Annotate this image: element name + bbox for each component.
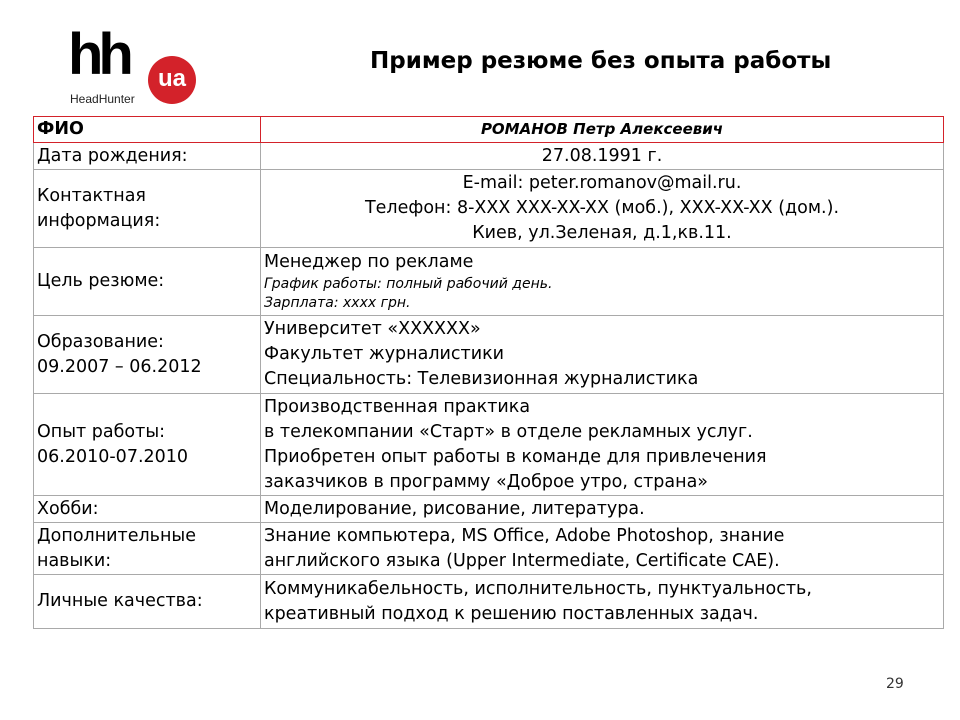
page-number: 29 bbox=[886, 676, 904, 692]
goal-value bbox=[261, 248, 944, 316]
contact-email: E-mail: peter.romanov@mail.ru. bbox=[462, 173, 742, 193]
row-education bbox=[34, 316, 944, 394]
headhunter-logo bbox=[68, 22, 198, 110]
experience-line: Производственная практика bbox=[264, 396, 531, 417]
experience-line: заказчиков в программу «Доброе утро, страна» bbox=[264, 471, 709, 492]
hobby-label: Хобби: bbox=[34, 496, 261, 523]
skills-line: английского языка (Upper Intermediate, Certificate CAE). bbox=[264, 550, 780, 571]
skills-label bbox=[34, 523, 261, 575]
goal-salary: Зарплата: хххх грн. bbox=[264, 295, 411, 311]
experience-line: Приобретен опыт работы в команде для привлечения bbox=[264, 446, 767, 467]
education-label bbox=[34, 316, 261, 394]
contact-label-line: Контактная bbox=[37, 185, 146, 206]
experience-line: в телекомпании «Старт» в отделе рекламных услуг. bbox=[264, 421, 753, 442]
row-goal bbox=[34, 248, 944, 316]
row-skills bbox=[34, 523, 944, 575]
education-value bbox=[261, 316, 944, 394]
qualities-line: Коммуникабельность, исполнительность, пунктуальность, bbox=[264, 578, 812, 599]
experience-label-line: Опыт работы: bbox=[37, 421, 166, 442]
qualities-label: Личные качества: bbox=[34, 575, 261, 629]
logo-ua-badge: ua bbox=[148, 56, 196, 104]
goal-label: Цель резюме: bbox=[34, 248, 261, 316]
fio-value: РОМАНОВ Петр Алексеевич bbox=[480, 120, 724, 138]
logo-hh-text: hh bbox=[68, 22, 129, 87]
goal-position: Менеджер по рекламе bbox=[264, 252, 474, 272]
education-faculty: Факультет журналистики bbox=[264, 344, 505, 364]
row-experience bbox=[34, 394, 944, 496]
contact-label-line: информация: bbox=[37, 210, 161, 231]
row-personal-qualities bbox=[34, 575, 944, 629]
skills-label-line: навыки: bbox=[37, 550, 112, 571]
experience-value bbox=[261, 394, 944, 496]
birth-date-value: 27.08.1991 г. bbox=[261, 143, 944, 170]
row-fio bbox=[34, 117, 944, 143]
row-birth-date bbox=[34, 143, 944, 170]
education-period: 09.2007 – 06.2012 bbox=[37, 356, 202, 377]
logo-caption: HeadHunter bbox=[70, 92, 135, 106]
experience-label bbox=[34, 394, 261, 496]
contact-address: Киев, ул.Зеленая, д.1,кв.11. bbox=[472, 223, 732, 243]
skills-label-line: Дополнительные bbox=[37, 525, 197, 546]
slide-title: Пример резюме без опыта работы bbox=[370, 48, 832, 74]
contact-value bbox=[261, 170, 944, 248]
hobby-value: Моделирование, рисование, литература. bbox=[261, 496, 944, 523]
education-label-line: Образование: bbox=[37, 331, 164, 352]
skills-value bbox=[261, 523, 944, 575]
education-university: Университет «ХХХХХХ» bbox=[264, 319, 481, 339]
contact-label bbox=[34, 170, 261, 248]
row-hobby bbox=[34, 496, 944, 523]
fio-value-cell bbox=[261, 117, 944, 143]
skills-line: Знание компьютера, MS Office, Adobe Photoshop, знание bbox=[264, 525, 785, 546]
row-contact bbox=[34, 170, 944, 248]
goal-schedule: График работы: полный рабочий день. bbox=[264, 276, 553, 292]
birth-date-label: Дата рождения: bbox=[34, 143, 261, 170]
qualities-line: креативный подход к решению поставленных задач. bbox=[264, 603, 759, 624]
contact-phone: Телефон: 8-XXX XXX-XX-XX (моб.), XXX-XX-XX (дом.). bbox=[364, 198, 840, 218]
education-specialty: Специальность: Телевизионная журналистика bbox=[264, 369, 699, 389]
resume-table bbox=[33, 116, 944, 629]
fio-label: ФИО bbox=[34, 117, 261, 143]
qualities-value bbox=[261, 575, 944, 629]
experience-period: 06.2010-07.2010 bbox=[37, 446, 189, 467]
